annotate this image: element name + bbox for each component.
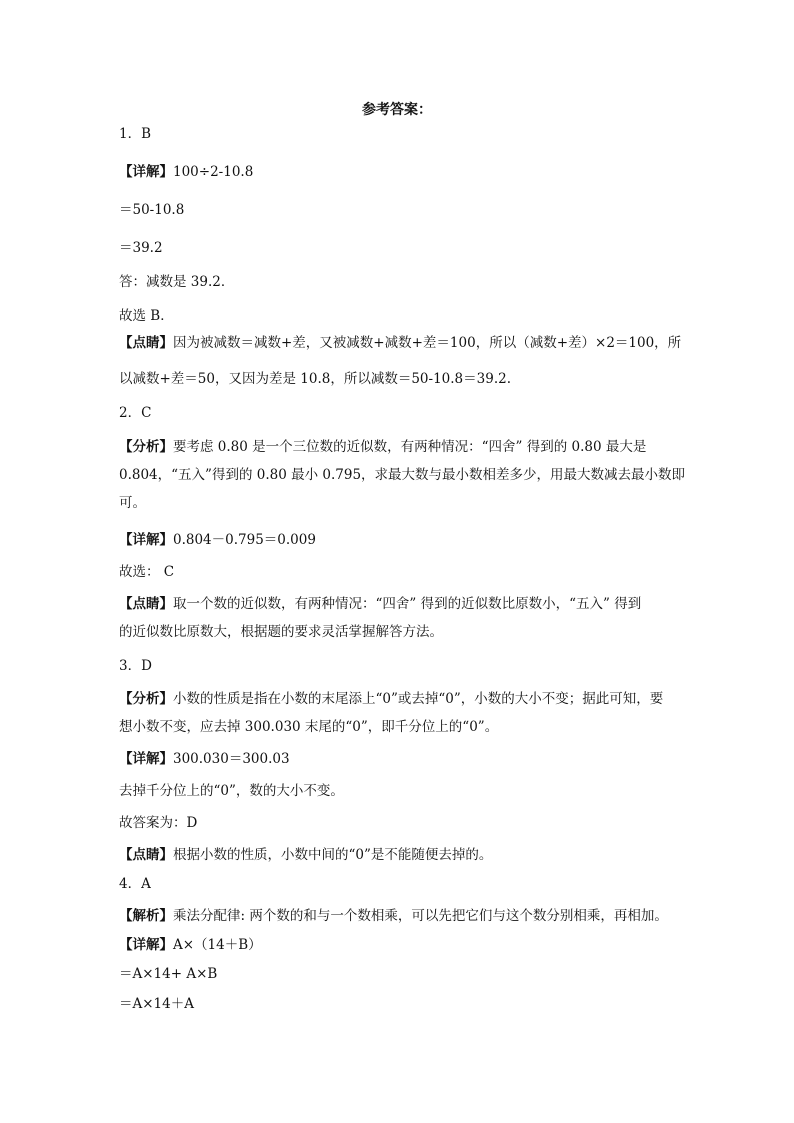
text-line — [119, 272, 234, 292]
annotated-line — [119, 437, 646, 457]
text-line — [119, 717, 498, 737]
line-text: 的近似数比原数大，根据题的要求灵活掌握解答方法。 — [119, 624, 443, 640]
line-text: ＝50-10.8 — [119, 202, 185, 218]
line-text: 以减数+差＝50，又因为差是 10.8，所以减数＝50-10.8＝39.2. — [119, 371, 511, 387]
annotated-line — [119, 845, 492, 865]
text-line — [119, 369, 511, 389]
line-text: 乘法分配律: 两个数的和与一个数相乘，可以先把它们与这个数分别相乘，再相加。 — [173, 908, 668, 924]
text-line — [119, 493, 146, 513]
annotated-line — [119, 530, 316, 550]
text-line — [119, 874, 151, 894]
line-text: 因为被减数＝减数+差，又被减数+减数+差＝100，所以（减数+差）×2＝100，所 — [173, 335, 682, 351]
line-text: 故选： C — [119, 564, 175, 580]
text-line — [119, 656, 152, 676]
annotated-line — [119, 333, 681, 353]
text-line — [119, 238, 163, 258]
line-text: 可。 — [119, 495, 146, 511]
section-tag: 【详解】 — [119, 532, 173, 548]
line-text: 答：减数是 39.2． — [119, 274, 235, 290]
line-text: 根据小数的性质，小数中间的“0”是不能随便去掉的。 — [173, 847, 493, 863]
line-text: 4．A — [119, 876, 151, 892]
section-tag: 【分析】 — [119, 439, 173, 455]
annotated-line — [119, 906, 668, 926]
section-tag: 【点睛】 — [119, 847, 173, 863]
line-text: 想小数不变，应去掉 300.030 末尾的“0”，即千分位上的“0”。 — [119, 719, 499, 735]
line-text: 小数的性质是指在小数的末尾添上“0”或去掉“0”，小数的大小不变；据此可知，要 — [173, 691, 664, 707]
line-text: ＝A×14＋A — [119, 996, 194, 1012]
line-text: 故答案为：D — [119, 815, 198, 831]
annotated-line — [119, 749, 290, 769]
section-tag: 【详解】 — [119, 164, 173, 180]
text-line — [119, 403, 151, 423]
line-text: A×（14＋B） — [173, 937, 262, 953]
annotated-line — [119, 594, 641, 614]
text-line — [119, 813, 197, 833]
line-text: 2．C — [119, 405, 152, 421]
text-line — [119, 964, 217, 984]
line-text: 取一个数的近似数，有两种情况：“四舍” 得到的近似数比原数小，“五入” 得到 — [173, 596, 642, 612]
line-text: 去掉千分位上的“0”，数的大小不变。 — [119, 783, 344, 799]
section-tag: 【点睛】 — [119, 596, 173, 612]
line-text: 0.804－0.795＝0.009 — [173, 532, 316, 548]
line-text: 100÷2-10.8 — [173, 164, 254, 180]
section-tag: 【点睛】 — [119, 335, 173, 351]
line-text: ＝A×14+ A×B — [119, 966, 218, 982]
line-text: 0.804，“五入”得到的 0.80 最小 0.795，求最大数与最小数相差多少，用最大数减去最小数即 — [119, 467, 686, 483]
annotated-line — [119, 162, 253, 182]
line-text: 故选 B． — [119, 308, 174, 324]
text-line — [119, 200, 184, 220]
section-tag: 【分析】 — [119, 691, 173, 707]
annotated-line — [119, 689, 663, 709]
text-line — [119, 562, 174, 582]
text-line — [119, 781, 344, 801]
section-tag: 【详解】 — [119, 751, 173, 767]
section-tag: 【解析】 — [119, 908, 173, 924]
text-line — [119, 994, 194, 1014]
line-text: 300.030＝300.03 — [173, 751, 290, 767]
annotated-line — [119, 935, 262, 955]
text-line — [119, 306, 174, 326]
line-text: 要考虑 0.80 是一个三位数的近似数，有两种情况：“四舍” 得到的 0.80 最大是 — [173, 439, 647, 455]
text-line — [119, 124, 151, 144]
text-line — [119, 622, 443, 642]
line-text: 3．D — [119, 658, 152, 674]
section-tag: 【详解】 — [119, 937, 173, 953]
page-title: 参考答案： — [362, 102, 432, 118]
text-line — [119, 465, 685, 485]
line-text: ＝39.2 — [119, 240, 163, 256]
line-text: 1．B — [119, 126, 152, 142]
